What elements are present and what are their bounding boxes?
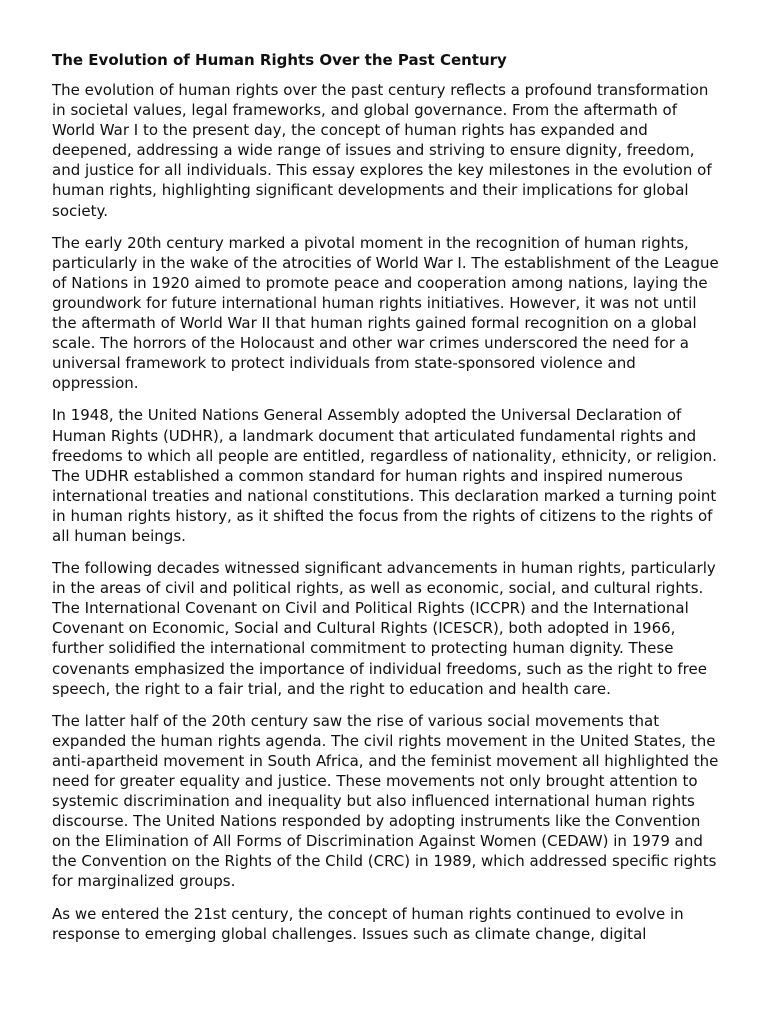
paragraph-intro: The evolution of human rights over the past century reflects a profound transformation in societal values, legal frameworks, and global governance. From the aftermath of World War I to the present day, the concept of human rights has expanded and deepened, addressing a wide range of issues and striving to ensure dignity, freedom, and justice for all individuals. This essay explores the key milestones in the evolution of human rights, highlighting significant developments and their implications for global society. — [52, 81, 712, 220]
paragraph-covenants: The following decades witnessed significant advancements in human rights, particularly in the areas of civil and political rights, as well as economic, social, and cultural rights. The International Covenant on Civil and Political Rights (ICCPR) and the International Covenant on Economic, Social and Cultural Rights (ICESCR), both adopted in 1966, further solidified the international commitment to protecting human dignity. These covenants emphasized the importance of individual freedoms, such as the right to free speech, the right to a fair trial, and the right to education and health care. — [52, 559, 716, 698]
paragraph-udhr: In 1948, the United Nations General Assembly adopted the Universal Declaration of Human Rights (UDHR), a landmark document that articulated fundamental rights and freedoms to which all people are entitled, regardless of nationality, ethnicity, or religion. The UDHR established a common standard for human rights and inspired numerous international treaties and national constitutions. This declaration marked a turning point in human rights history, as it shifted the focus from the rights of citizens to the rights of all human beings. — [52, 406, 717, 545]
paragraph-social-movements: The latter half of the 20th century saw the rise of various social movements that expanded the human rights agenda. The civil rights movement in the United States, the anti-apartheid movement in South Africa, and the feminist movement all highlighted the need for greater equality and justice. These movements not only brought attention to systemic discrimination and inequality but also influenced international human rights discourse. The United Nations responded by adopting instruments like the Convention on the Elimination of All Forms of Discrimination Against Women (CEDAW) in 1979 and the Convention on the Rights of the Child (CRC) in 1989, which addressed specific rights for marginalized groups. — [52, 711, 719, 891]
paragraph-early-20th-century: The early 20th century marked a pivotal moment in the recognition of human rights, particularly in the wake of the atrocities of World War I. The establishment of the League of Nations in 1920 aimed to promote peace and cooperation among nations, laying the groundwork for future international human rights initiatives. However, it was not until the aftermath of World War II that human rights gained formal recognition on a global scale. The horrors of the Holocaust and other war crimes underscored the need for a universal framework to protect individuals from state-sponsored violence and oppression. — [52, 233, 719, 393]
paragraph-21st-century: As we entered the 21st century, the concept of human rights continued to evolve in response to emerging global challenges. Issues such as climate change, digital — [52, 904, 684, 943]
document-page — [52, 50, 720, 956]
document-title: The Evolution of Human Rights Over the Past Century — [52, 51, 507, 69]
